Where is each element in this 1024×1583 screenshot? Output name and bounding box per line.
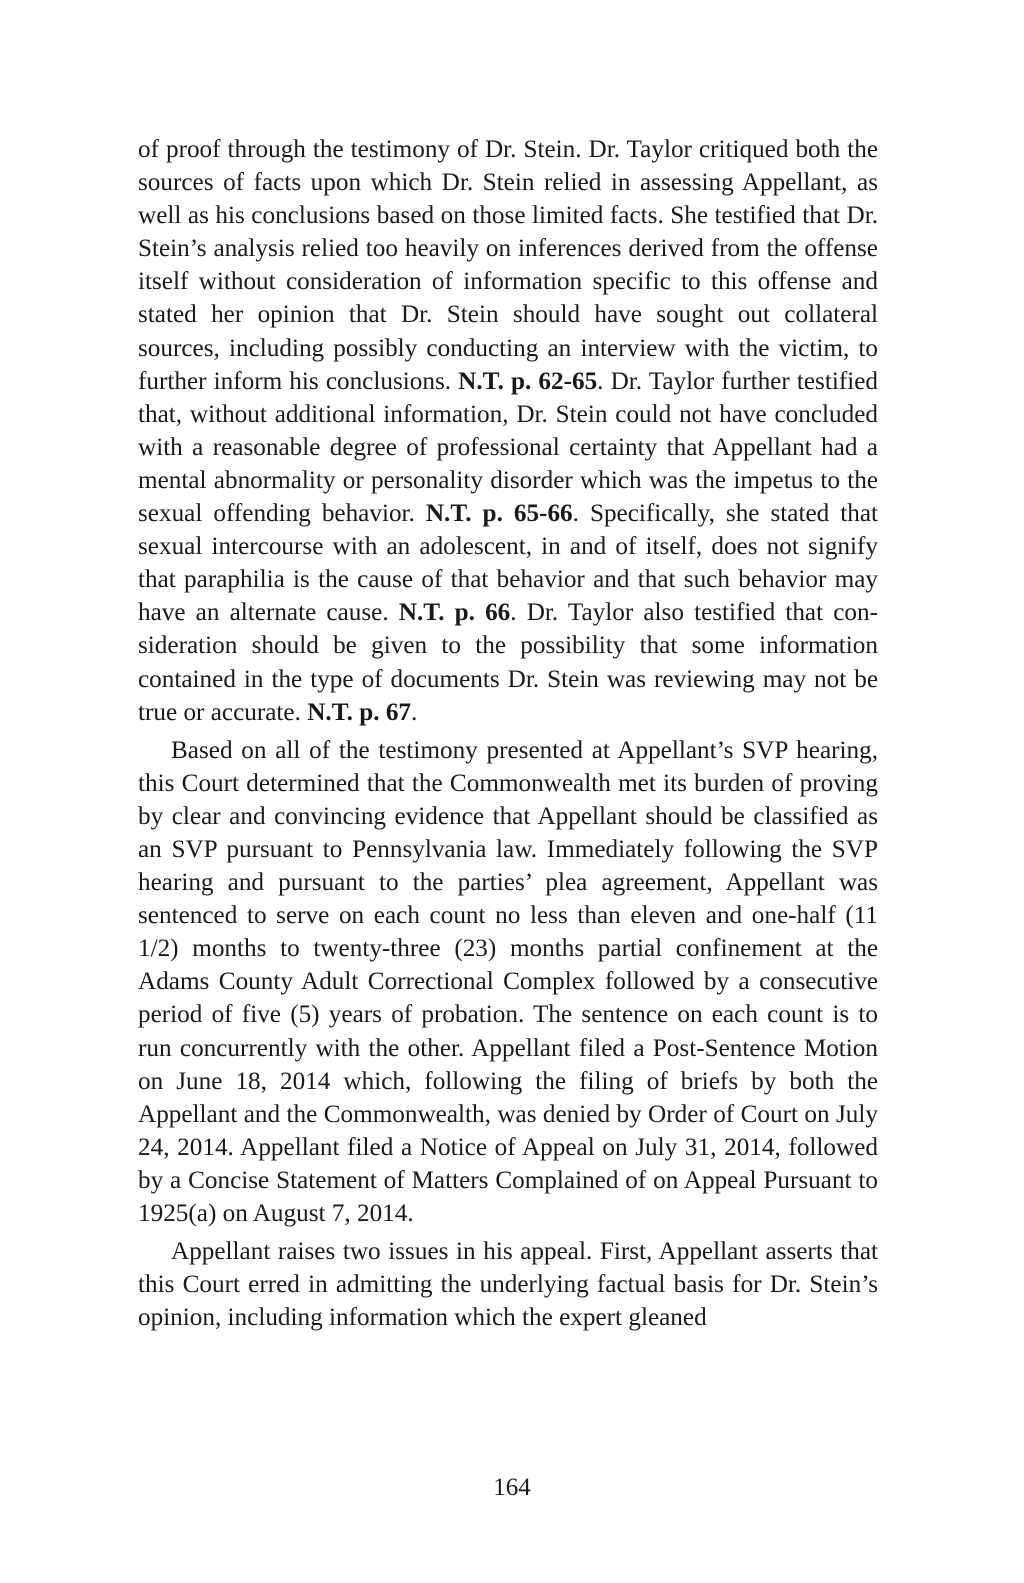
citation: N.T. p. 65-66 xyxy=(425,500,573,528)
paragraph-1 xyxy=(138,133,878,729)
paragraph-text: Appellant raises two issues in his appeal. First, Appellant asserts that this Court erred in admitting the underlying factual basis for Dr. Stein’s opinion, including information which the expert gleaned xyxy=(138,1238,878,1332)
paragraph-text: of proof through the testimony of Dr. Stein. Dr. Taylor critiqued both the sources of facts upon which Dr. Stein relied in assessing Appellant, as well as his conclusions based on those limited facts. She testified that Dr. Stein’s analysis relied too heavily on inferences derived from the offense itself without consideration of information specific to this offense and stated her opinion that Dr. Stein should have sought out collateral sources, including possibly conducting an interview with the victim, to further inform his conclusions. xyxy=(138,136,878,395)
paragraph-text: . xyxy=(411,698,418,726)
citation: N.T. p. 66 xyxy=(398,599,511,627)
paragraph-text: . Dr. Taylor further testified that, without additional information, Dr. Stein could not have concluded with a reasonable degree of professional certainty that Appellant had a mental abnormality or personality disorder which was the impetus to the sexual offending behavior. xyxy=(138,367,878,528)
page-number: 164 xyxy=(493,1474,531,1501)
paragraph-text: Based on all of the testimony presented at Appellant’s SVP hearing, this Court determined that the Commonwealth met its burden of proving by clear and convincing evidence that Appellant should be classified as an SVP pursuant to Pennsylvania law. Immediately following the SVP hearing and pursuant to the parties’ plea agreement, Appellant was sentenced to serve on each count no less than eleven and one-half (11 1/2) months to twenty-three (23) months partial confinement at the Adams County Adult Correctional Complex followed by a consecutive period of five (5) years of probation. The sentence on each count is to run concurrently with the other. Appellant filed a Post-Sentence Motion on June 18, 2014 which, following the filing of briefs by both the Appellant and the Commonwealth, was denied by Order of Court on July 24, 2014. Appellant filed a Notice of Appeal on July 31, 2014, followed by a Concise Statement of Matters Complained of on Appeal Pursuant to 1925(a) on August 7, 2014. xyxy=(138,736,878,1227)
paragraph-text: . Specifically, she stated that sexual intercourse with an adolescent, in and of itself, does not signify that paraphilia is the cause of that behavior and that such behavior may have an alternate cause. xyxy=(138,500,878,627)
paragraph-2 xyxy=(138,734,878,1230)
paragraph-3 xyxy=(138,1235,878,1334)
document-page xyxy=(138,133,878,1553)
paragraph-text: . Dr. Taylor also testified that consideration should be given to the possibility that some information contained in the type of documents Dr. Stein was reviewing may not be true or accurate. xyxy=(138,599,878,726)
citation: N.T. p. 67 xyxy=(307,698,412,726)
citation: N.T. p. 62-65 xyxy=(458,367,598,395)
